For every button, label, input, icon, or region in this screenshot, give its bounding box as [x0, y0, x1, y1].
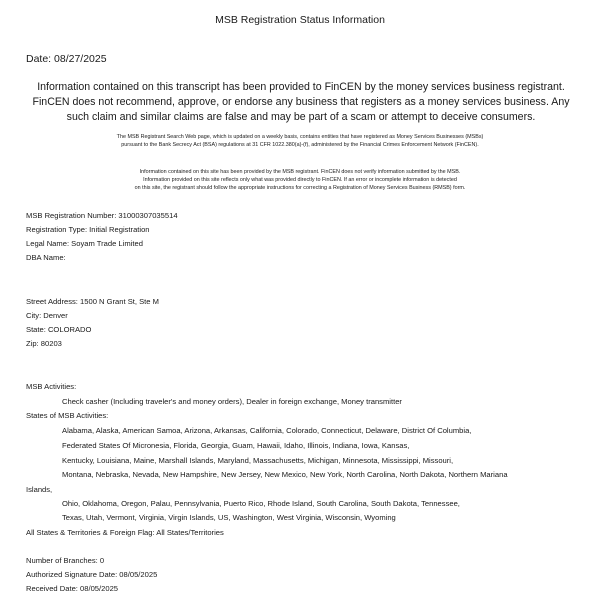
- fine-print-line: Information contained on this site has been provided by the MSB registrant. FinCEN does not verify information submitted by the MSB.: [139, 169, 461, 175]
- all-states-flag: All States & Territories & Foreign Flag: All States/Territories: [26, 528, 224, 537]
- received-date: Received Date: 08/05/2025: [26, 584, 119, 593]
- msb-activities-label: MSB Activities:: [26, 382, 77, 391]
- states-line: Kentucky, Louisiana, Maine, Marshall Islands, Maryland, Massachusetts, Michigan, Minnesota, Mississippi, Missouri,: [62, 456, 454, 465]
- fine-print-line: on this site, the registrant should follow the appropriate instructions for correcting a Registration of Money Services Business (RMSB) form.: [134, 185, 466, 191]
- number-of-branches: Number of Branches: 0: [26, 556, 105, 565]
- fine-print-line: The MSB Registrant Search Web page, which is updated on a weekly basis, contains entities that have registered as Money Services Businesses (MSBs): [116, 134, 484, 140]
- msb-activities-value: Check casher (Including traveler's and money orders), Dealer in foreign exchange, Money transmitter: [62, 397, 402, 406]
- street-address: Street Address: 1500 N Grant St, Ste M: [26, 297, 159, 306]
- page-title: MSB Registration Status Information: [215, 14, 385, 26]
- state: State: COLORADO: [26, 325, 92, 334]
- registration-type: Registration Type: Initial Registration: [26, 225, 150, 234]
- authorized-signature-date: Authorized Signature Date: 08/05/2025: [26, 570, 158, 579]
- states-line: Federated States Of Micronesia, Florida, Georgia, Guam, Hawaii, Idaho, Illinois, Indiana, Iowa, Kansas,: [62, 441, 410, 450]
- zip: Zip: 80203: [26, 339, 62, 348]
- legal-name: Legal Name: Soyam Trade Limited: [26, 239, 143, 248]
- fine-print-verification: [20, 168, 580, 192]
- fine-print-line: pursuant to the Bank Secrecy Act (BSA) regulations at 31 CFR 1022.380(a)-(f), administered by the Financial Crimes Enforcement Network (FinCEN).: [121, 142, 479, 148]
- transcript-date: Date: 08/27/2025: [26, 53, 107, 65]
- fine-print-line: Information provided on this site reflects only what was provided directly to FinCEN. If an error or incomplete information is detected: [143, 177, 457, 183]
- states-line: Islands,: [26, 485, 53, 494]
- registration-number: MSB Registration Number: 31000307035514: [26, 211, 178, 220]
- states-line: Montana, Nebraska, Nevada, New Hampshire, New Jersey, New Mexico, New York, North Carolina, North Dakota, Northern Mariana: [62, 470, 508, 479]
- states-line: Texas, Utah, Vermont, Virginia, Virgin Islands, US, Washington, West Virginia, Wisconsin, Wyoming: [62, 513, 396, 522]
- dba-name: DBA Name:: [26, 253, 66, 262]
- city: City: Denver: [26, 311, 68, 320]
- disclaimer-notice: Information contained on this transcript has been provided to FinCEN by the money services business registrant. FinCEN does not recommend, approve, or endorse any business that registers as a money services business. Any such claim and similar claims are false and may be part of a scam or attempt to deceive consumers.: [32, 81, 570, 123]
- fine-print-search-info: [20, 133, 580, 149]
- states-line: Alabama, Alaska, American Samoa, Arizona, Arkansas, California, Colorado, Connecticut, Delaware, District Of Columbia,: [62, 426, 472, 435]
- states-of-activities-label: States of MSB Activities:: [26, 411, 109, 420]
- states-line: Ohio, Oklahoma, Oregon, Palau, Pennsylvania, Puerto Rico, Rhode Island, South Carolina, South Dakota, Tennessee,: [62, 499, 460, 508]
